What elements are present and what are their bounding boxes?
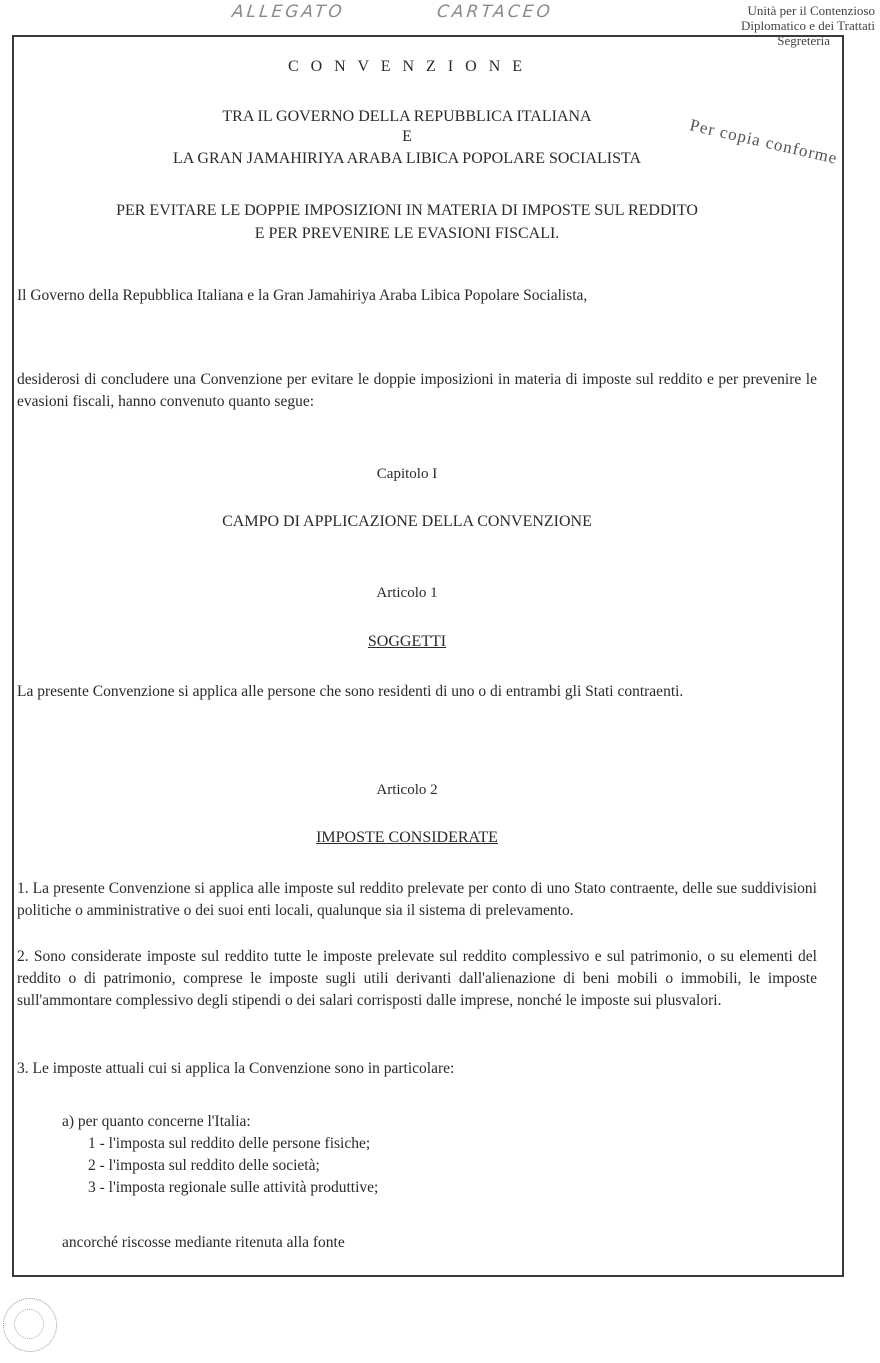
article-2-paragraph-1: 1. La presente Convenzione si applica alle imposte sul reddito prelevate per conto di uno Stato contraente, delle sue suddivisioni politiche o amministrative o dei suoi enti locali, qualunque sia il sistema di prelevamento. [17, 880, 817, 919]
sublist-intro: a) per quanto concerne l'Italia: [62, 1113, 251, 1130]
office-stamp-line: Diplomatico e dei Trattati [741, 18, 875, 33]
article-2-paragraph-3: 3. Le imposte attuali cui si applica la Convenzione sono in particolare: [17, 1060, 455, 1077]
sublist-item: 1 - l'imposta sul reddito delle persone fisiche; [88, 1135, 371, 1152]
office-stamp-line: Unità per il Contenzioso [747, 3, 875, 18]
document-title: C O N V E N Z I O N E [287, 58, 527, 75]
office-stamp [675, 3, 875, 48]
article-1-title: SOGGETTI [367, 633, 447, 650]
handwritten-annotation-cartaceo: CARTACEO [435, 2, 554, 22]
article-2-label: Articolo 2 [376, 782, 438, 798]
certified-copy-stamp: Per copia conforme [687, 115, 840, 168]
sublist-item: 3 - l'imposta regionale sulle attività produttive; [88, 1179, 379, 1196]
sublist-closing: ancorché riscosse mediante ritenuta alla fonte [62, 1234, 345, 1251]
purpose-line-2: E PER PREVENIRE LE EVASIONI FISCALI. [254, 225, 560, 242]
article-1-label: Articolo 1 [376, 585, 438, 601]
article-2-title: IMPOSTE CONSIDERATE [316, 829, 498, 846]
purpose-line-1: PER EVITARE LE DOPPIE IMPOSIZIONI IN MATERIA DI IMPOSTE SUL REDDITO [116, 202, 698, 219]
preamble-desirous: desiderosi di concludere una Convenzione per evitare le doppie imposizioni in materia di imposte sul reddito e per prevenire le evasioni fiscali, hanno convenuto quanto segue: [17, 371, 817, 410]
handwritten-annotation-allegato: ALLEGATO [230, 2, 346, 22]
official-seal-icon [3, 1298, 57, 1352]
article-1-paragraph: La presente Convenzione si applica alle persone che sono residenti di uno o di entrambi gli Stati contraenti. [17, 683, 684, 700]
sublist-item: 2 - l'imposta sul reddito delle società; [88, 1157, 320, 1174]
chapter-title: CAMPO DI APPLICAZIONE DELLA CONVENZIONE [222, 513, 592, 530]
office-stamp-line: Segreteria [777, 33, 830, 48]
document-border [12, 35, 844, 1277]
preamble-parties: Il Governo della Repubblica Italiana e la Gran Jamahiriya Araba Libica Popolare Socialista, [17, 287, 588, 304]
party-conjunction: E [402, 128, 412, 145]
party-line-italy: TRA IL GOVERNO DELLA REPUBBLICA ITALIANA [222, 108, 592, 125]
party-line-libya: LA GRAN JAMAHIRIYA ARABA LIBICA POPOLARE SOCIALISTA [172, 150, 642, 167]
article-2-paragraph-2: 2. Sono considerate imposte sul reddito tutte le imposte prelevate sul reddito complessivo e sul patrimonio, o su elementi del reddito o di patrimonio, comprese le imposte sugli utili derivanti dall'alienazione di beni mobili o immobili, le imposte sull'ammontare complessivo degli stipendi o dei salari corrisposti dalle imprese, nonché le imposte sui plusvalori. [17, 948, 817, 1009]
chapter-label: Capitolo I [376, 466, 438, 482]
